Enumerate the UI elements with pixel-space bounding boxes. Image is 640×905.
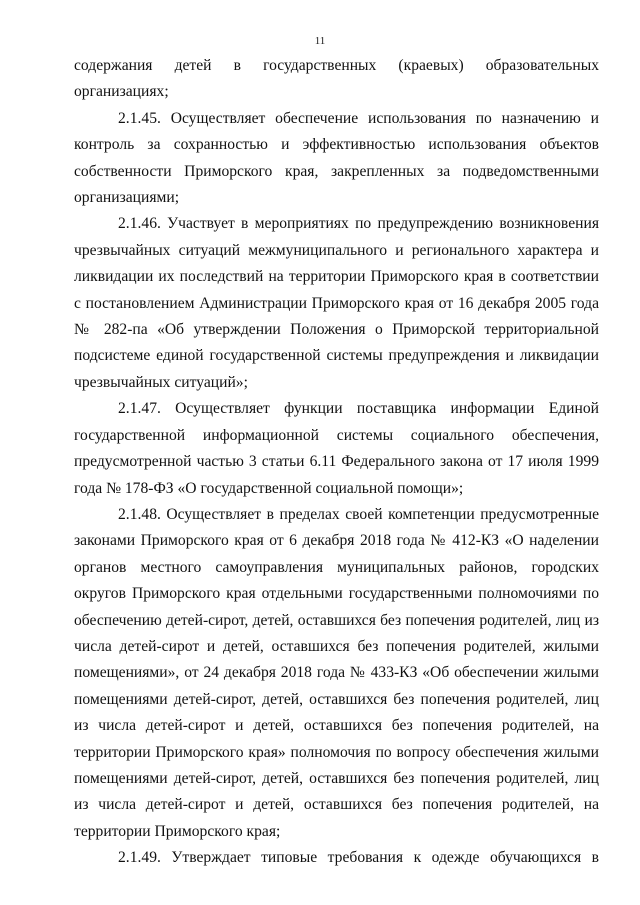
paragraph-2-1-48: 2.1.48. Осуществляет в пределах своей компетенции предусмотренные законами Приморского края от 6 декабря 2018 года № 412-КЗ «О наделении органов местного самоуправления муниципальных районов, городских округов Приморского края отдельными государственными полномочиями по обеспечению детей-сирот, детей, оставшихся без попечения родителей, лиц из числа детей-сирот и детей, оставшихся без попечения родителей, жилыми помещениями», от 24 декабря 2018 года № 433-КЗ «Об обеспечении жилыми помещениями детей-сирот, детей, оставшихся без попечения родителей, лиц из числа детей-сирот и детей, оставшихся без попечения родителей, на территории Приморского края» полномочия по вопросу обеспечения жилыми помещениями детей-сирот, детей, оставшихся без попечения родителей, лиц из числа детей-сирот и детей, оставшихся без попечения родителей, на территории Приморского края;: [74, 505, 599, 840]
paragraph-2-1-45: 2.1.45. Осуществляет обеспечение использования по назначению и контроль за сохранностью и эффективностью использования объектов собственности Приморского края, закрепленных за подведомственными организациями;: [74, 109, 599, 207]
document-body: [74, 53, 599, 872]
paragraph-2-1-49: 2.1.49. Утверждает типовые требования к одежде обучающихся в: [118, 849, 599, 867]
paragraph-2-1-46: 2.1.46. Участвует в мероприятиях по предупреждению возникновения чрезвычайных ситуаций межмуниципального и регионального характера и ликвидации их последствий на территории Приморского края в соответствии с постановлением Администрации Приморского края от 16 декабря 2005 года № 282-па «Об утверждении Положения о Приморской территориальной подсистеме единой государственной системы предупреждения и ликвидации чрезвычайных ситуаций»;: [74, 215, 599, 391]
paragraph-continuation: содержания детей в государственных (краевых) образовательных организациях;: [74, 57, 599, 101]
page-number: 11: [314, 35, 326, 47]
paragraph-2-1-47: 2.1.47. Осуществляет функции поставщика информации Единой государственной информационной системы социального обеспечения, предусмотренной частью 3 статьи 6.11 Федерального закона от 17 июля 1999 года № 178-ФЗ «О государственной социальной помощи»;: [74, 400, 599, 497]
